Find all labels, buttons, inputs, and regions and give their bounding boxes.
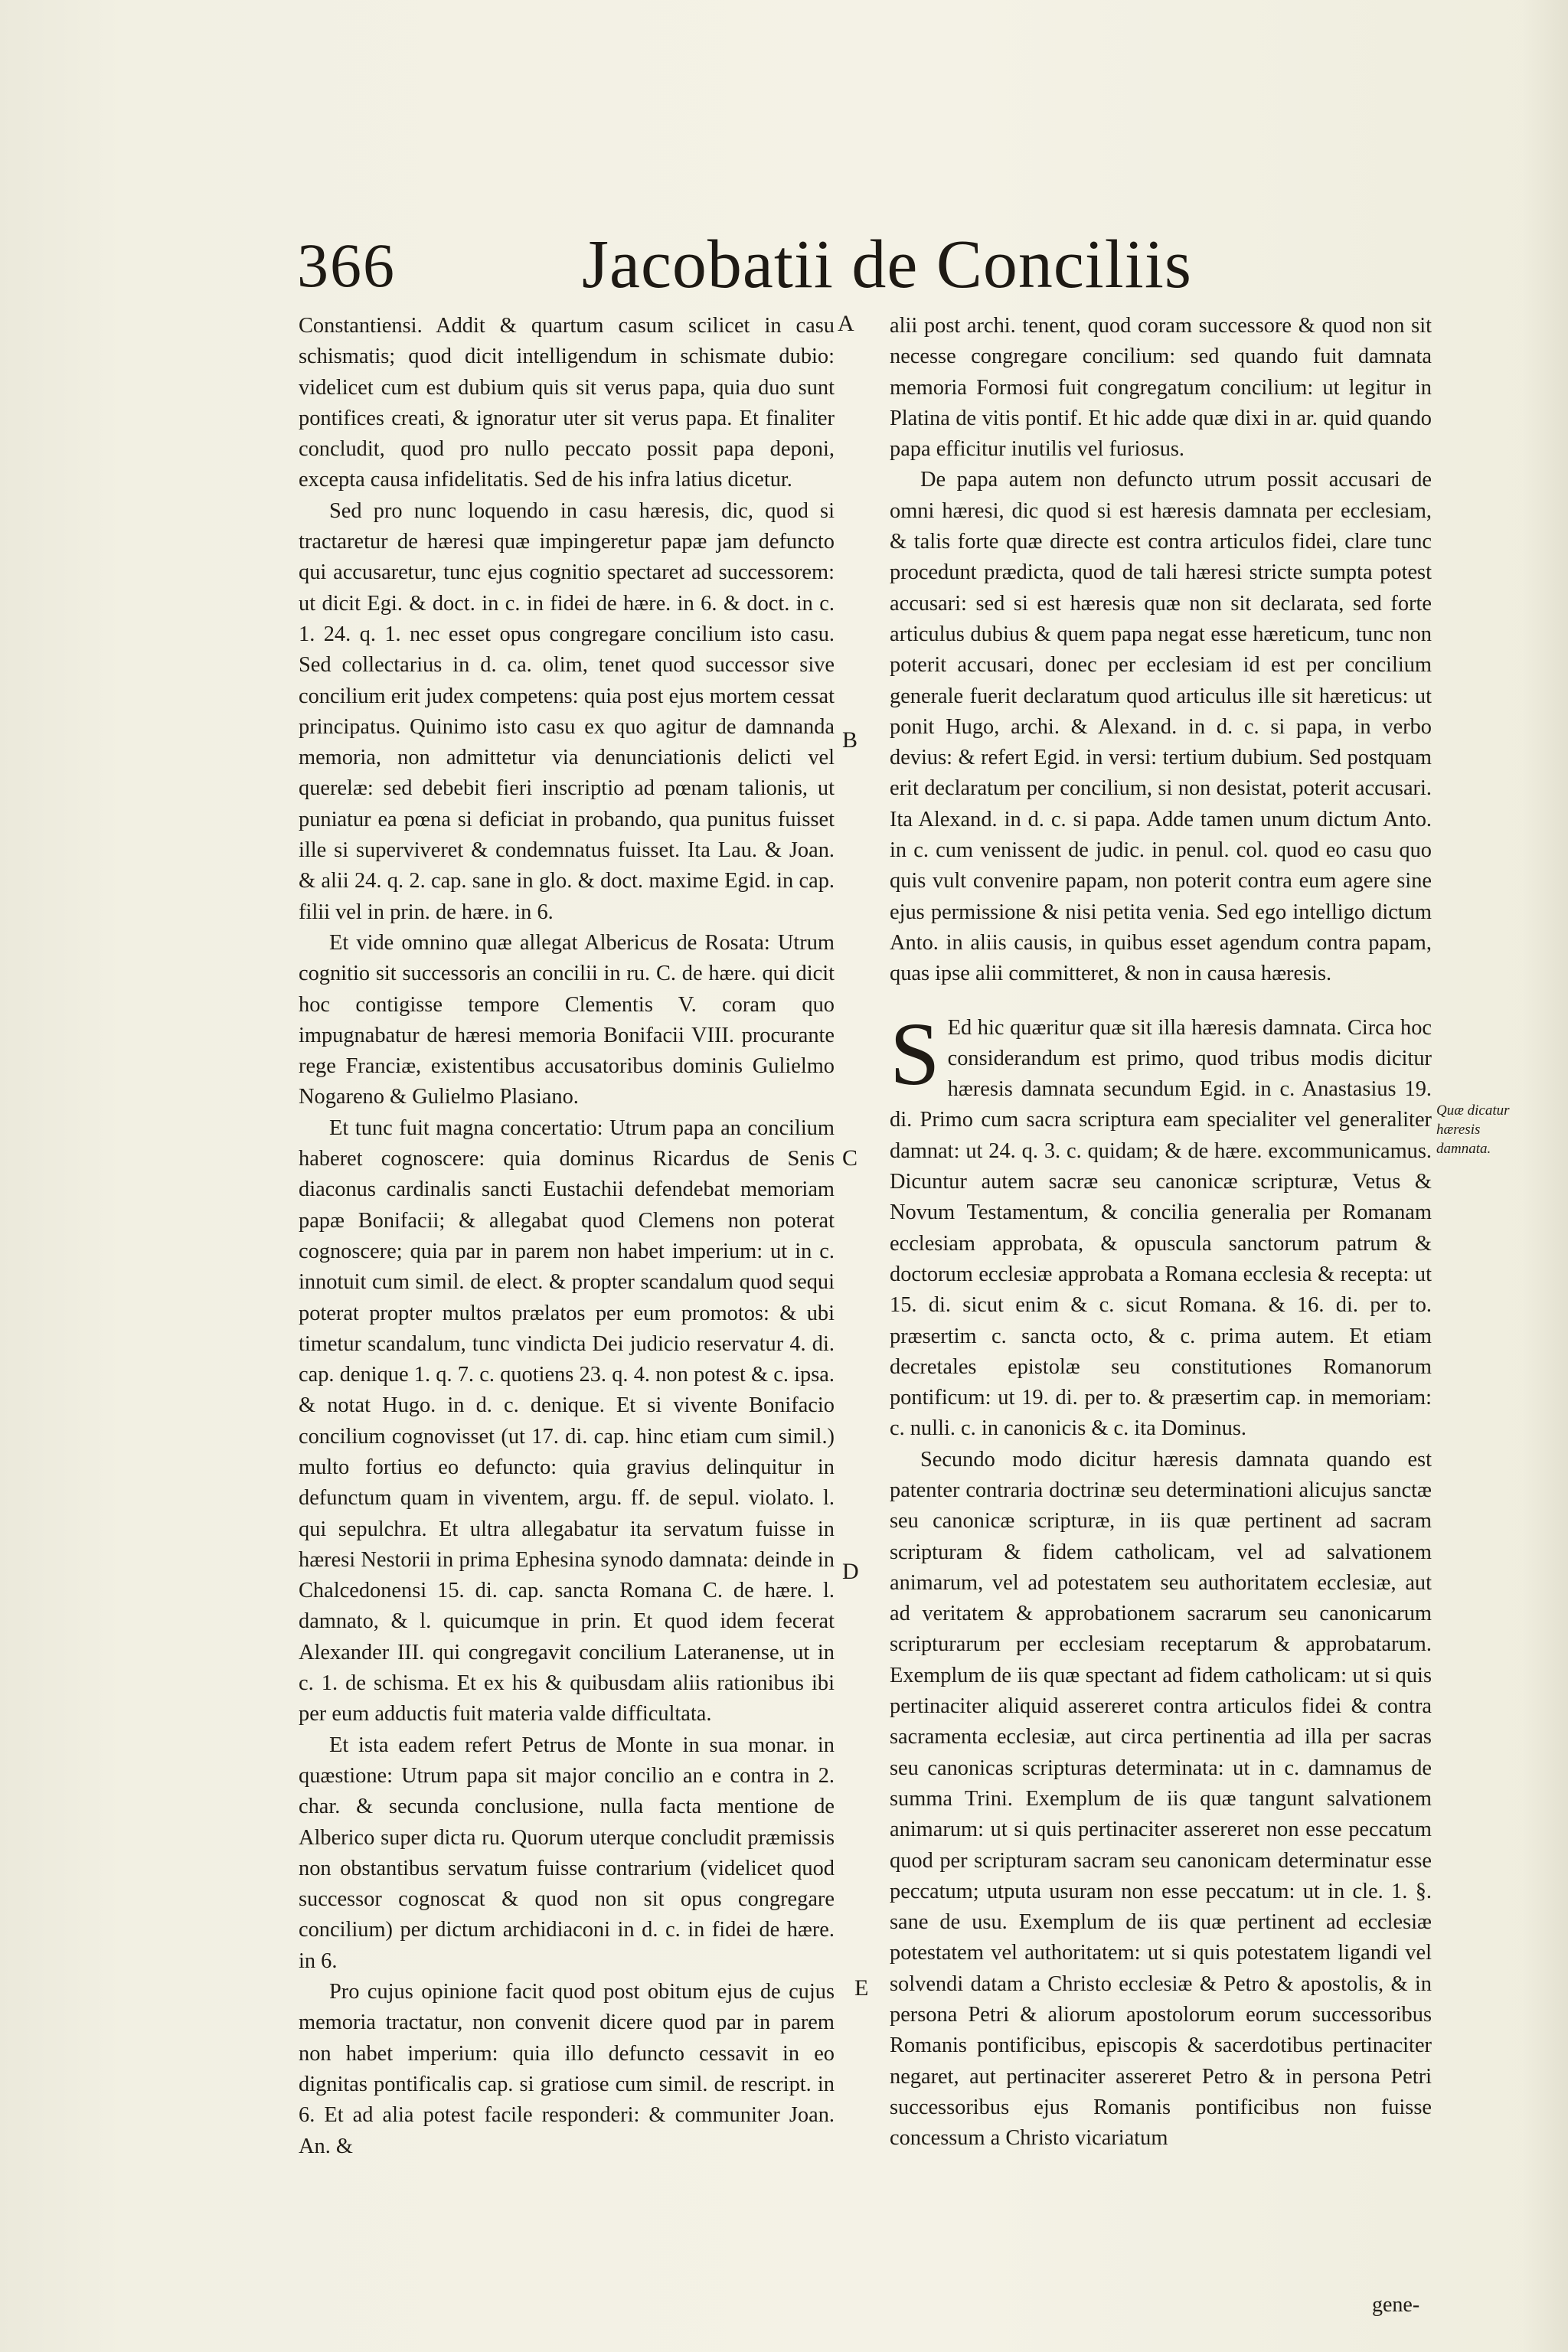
paragraph: Pro cujus opinione facit quod post obitum ejus de cujus memoria tractatur, non convenit dicere quod par in parem non habet imperium: quia illo defuncto cessavit in eo dignitas pontificalis cap. si gratiose cum simil. de rescript. in 6. Et ad alia potest facile responderi: & communiter Joan. An. & <box>299 1980 835 2158</box>
page-number: 366 <box>297 230 396 300</box>
paragraph: Et vide omnino quæ allegat Albericus de Rosata: Utrum cognitio sit successoris an concilii in ru. C. de hære. qui dicit hoc contigisse tempore Clementis V. coram quo impugnabatur de hæresi memoria Bonifacii VIII. procurante rege Franciæ, existentibus accusatoribus dominis Gulielmo Nogareno & Gulielmo Plasiano. <box>299 930 835 1109</box>
margin-letter-e: E <box>854 1975 869 2001</box>
left-column <box>299 311 835 2162</box>
catchword: gene- <box>1372 2293 1420 2317</box>
paragraph: Et tunc fuit magna concertatio: Utrum papa an concilium haberet cognoscere: quia dominus Ricardus de Senis diaconus cardinalis sancti Eustachii defendebat memoriam papæ Bonifacii; & allegabat quod Clemens non poterat cognoscere; quia par in parem non habet imperium: ut in c. innotuit cum simil. de elect. & propter scandalum quod sequi poterat propter multos prælatos per eum promotos: & ubi timetur scandalum, tunc vindicta Dei judicio reservatur 4. di. cap. denique 1. q. 7. c. quotiens 23. q. 4. non potest & c. ipsa. & notat Hugo. in d. c. denique. Et si vivente Bonifacio concilium cognovisset (ut 17. di. cap. hinc etiam cum simil.) multo fortius eo defuncto: quia gravius delinquitur in defunctum quam in viventem, argu. ff. de sepul. violato. l. qui sepulchra. Et ultra allegabatur ita servatum fuisse in hæresi Nestorii in prima Ephesina synodo damnata: deinde in Chalcedonensi 15. di. cap. sancta Romana C. de hære. l. damnato, & l. quicumque in prin. Et quod idem fecerat Alexander III. qui congregavit concilium Lateranense, ut in c. 1. de schisma. Et ex his & quibusdam aliis rationibus ibi per eum adductis fuit materia valde difficultata. <box>299 1116 835 1726</box>
page-edge-shadow <box>1522 0 1568 2352</box>
paragraph: De papa autem non defuncto utrum possit accusari de omni hæresi, dic quod si est hæresis damnata per ecclesiam, & talis forte quæ directe est contra articulos fidei, clare tunc procedunt prædicta, quod de tali hæresi stricte sumpta potest accusari: sed si est hæresis quæ non sit declarata, sed forte articulus dubius & quem papa negat esse hæreticum, tunc non poterit accusari, donec per ecclesiam id est per concilium generale fuerit declaratum quod articulus ille sit hæreticus: ut ponit Hugo, archi. & Alexand. in d. c. si papa, in verbo devius: & refert Egid. in versi: tertium dubium. Sed postquam erit declaratum per concilium, si non desistat, poterit accusari. Ita Alexand. in d. c. si papa. Adde tamen unum dictum Anto. in c. cum venissent de judic. in penul. col. quod eo casu quo quis vult convenire papam, non poterit contra eum agere sine ejus permissione & nisi petita venia. Sed ego intelligo dictum Anto. in aliis causis, in quibus esset agendum contra papam, quas ipse alii committeret, & non in causa hæresis. <box>890 468 1432 986</box>
margin-letter-a: A <box>838 311 854 336</box>
right-column <box>890 311 1432 2154</box>
paragraph: Constantiensi. Addit & quartum casum scilicet in casu schismatis; quod dicit intelligendum in schismate dubio: videlicet cum est dubium quis sit verus papa, quia duo sunt pontifices creati, & ignoratur uter sit verus papa. Et finaliter concludit, quod pro nullo peccato possit papa deponi, excepta causa infidelitatis. Sed de his infra latius dicetur. <box>299 314 835 492</box>
margin-note: Quæ dicatur hæresis damnata. <box>1436 1102 1510 1157</box>
page-header <box>297 227 1192 314</box>
paragraph: Ed hic quæritur quæ sit illa hæresis damnata. Circa hoc considerandum est primo, quod tribus modis dicitur hæresis damnata secundum Egid. in c. Anastasius 19. di. Primo cum sacra scriptura eam specialiter vel generaliter damnat: ut 24. q. 3. c. quidam; & de hære. excommunicamus. Dicuntur autem sacræ seu canonicæ scripturæ, Vetus & Novum Testamentum, & concilia generalia per Romanam ecclesiam approbata, & opuscula sanctorum patrum & doctorum ecclesiæ approbata a Romana ecclesia & recepta: ut 15. di. sicut enim & c. sicut Romana. & 16. di. per to. præsertim c. sancta octo, & c. prima autem. Et etiam decretales epistolæ seu constitutiones Romanorum pontificum: ut 19. di. per to. & præsertim cap. in memoriam: c. nulli. c. in canonicis & c. ita Dominus. <box>890 1015 1432 1441</box>
paragraph: Sed pro nunc loquendo in casu hæresis, dic, quod si tractaretur de hæresi quæ impingeretur papæ jam defuncto qui accusaretur, tunc ejus cognitio spectaret ad successorem: ut dicit Egi. & doct. in c. in fidei de hære. in 6. & doct. in c. 1. 24. q. 1. nec esset opus congregare concilium isto casu. Sed collectarius in d. ca. olim, tenet quod successor sive concilium erit judex competens: quia post ejus mortem cessat principatus. Quinimo isto casu ex quo agitur de damnanda memoria, non admittetur via denunciationis delicti vel querelæ: sed debebit fieri inscriptio ad pœnam talionis, ut puniatur ea pœna si deficiat in probando, qua punitus fuisset ille si superviveret & condemnatus fuisset. Ita Lau. & Joan. & alii 24. q. 2. cap. sane in glo. & doct. maxime Egid. in cap. filii vel in prin. de hære. in 6. <box>299 498 835 924</box>
margin-letter-c: C <box>842 1145 858 1171</box>
margin-letter-b: B <box>842 727 858 753</box>
paragraph: alii post archi. tenent, quod coram successore & quod non sit necesse congregare concilium: sed quando fuit damnata memoria Formosi fuit congregatum concilium: ut legitur in Platina de vitis pontif. Et hic adde quæ dixi in ar. quid quando papa efficitur inutilis vel furiosus. <box>890 314 1432 462</box>
running-title: Jacobatii de Conciliis <box>582 227 1192 302</box>
paragraph: Secundo modo dicitur hæresis damnata quando est patenter contraria doctrinæ seu determinationi alicujus sanctæ seu canonicæ scripturæ, in iis quæ pertinent ad sacram scripturam & fidem catholicam, vel ad salvationem animarum, vel ad potestatem seu authoritatem ecclesiæ, aut ad veritatem & approbationem sacrarum seu canonicarum scripturarum per ecclesiam receptarum & approbatarum. Exemplum de iis quæ spectant ad fidem catholicam: ut si quis pertinaciter aliquid assereret contra articulos fidei & contra sacramenta ecclesiæ, aut circa pertinentia ad illa per sacras seu canonicas scripturas determinata: ut in c. damnamus de summa Trini. Exemplum de iis quæ tangunt salvationem animarum: ut si quis pertinaciter assereret non esse peccatum quod per scripturam sacram seu canonicam determinatur esse peccatum; utputa usuram non esse peccatum: ut in cle. 1. §. sane de usu. Exemplum de iis quæ pertinent ad ecclesiæ potestatem vel authoritatem: ut si quis potestatem ligandi vel solvendi datam a Christo ecclesiæ & Petro & apostolis, & in persona Petri & aliorum apostolorum eorum successoribus Romanis pontificibus, episcopis & sacerdotibus pertinaciter negaret, aut pertinaciter assereret Petro & in persona Petri successoribus ejus Romanis pontificibus non fuisse concessum a Christo vicariatum <box>890 1447 1432 2151</box>
drop-cap: S <box>890 1003 940 1104</box>
margin-letter-d: D <box>842 1559 859 1584</box>
section-gap <box>890 990 1432 1013</box>
paragraph: Et ista eadem refert Petrus de Monte in sua monar. in quæstione: Utrum papa sit major concilio an e contra in 2. char. & secunda conclusione, nulla facta mentione de Alberico super dicta ru. Quorum uterque concludit præmissis non obstantibus servatum fuisse contrarium (videlicet quod successor cognoscat & quod non sit opus congregare concilium) per dictum archidiaconi in d. c. in fidei de hære. in 6. <box>299 1733 835 1973</box>
